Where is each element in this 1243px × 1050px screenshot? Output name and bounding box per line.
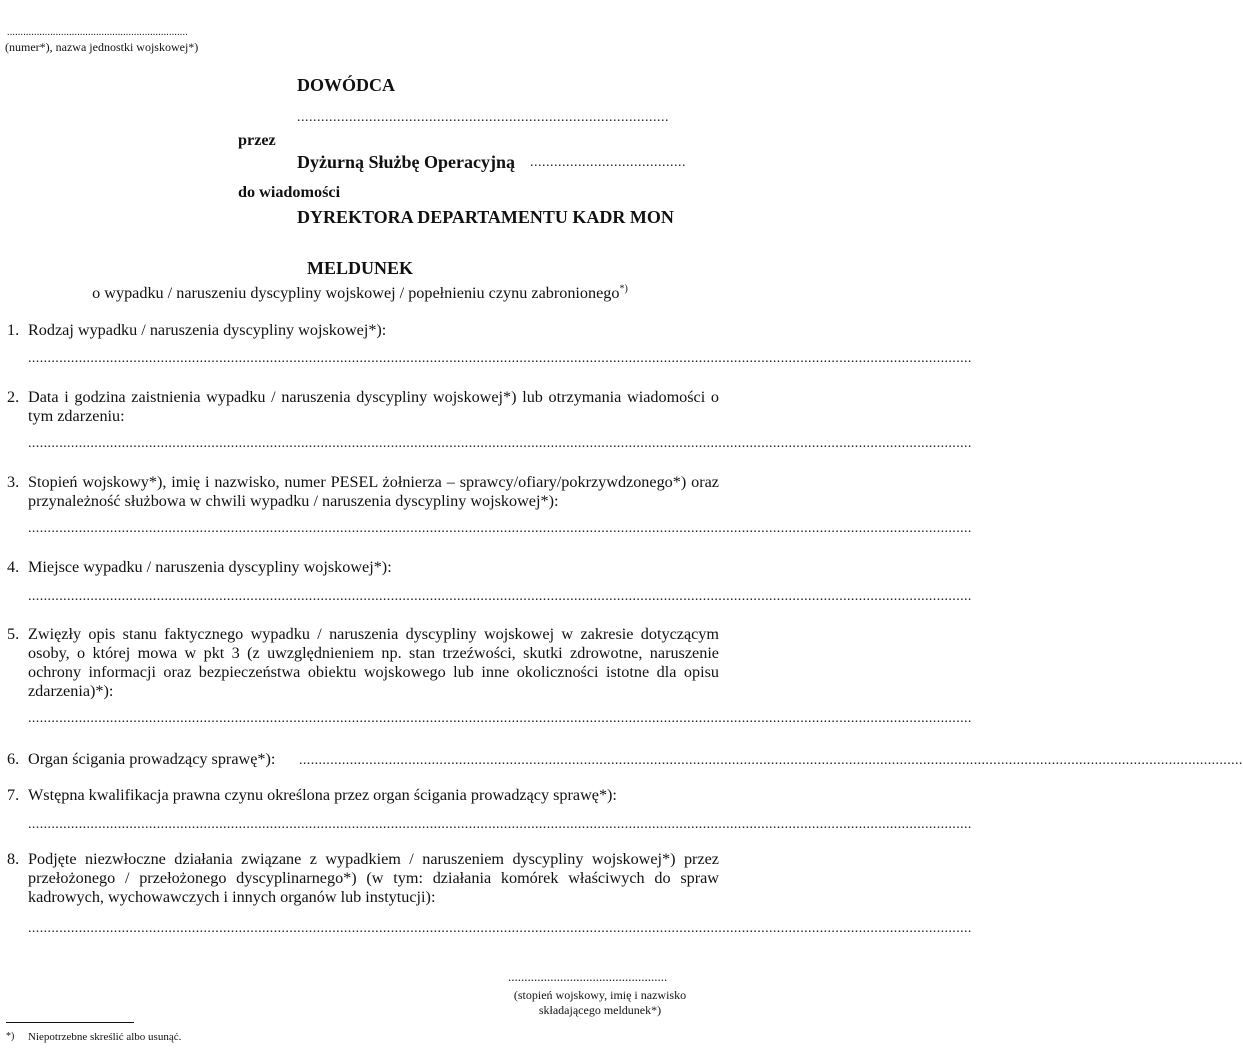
item-4-answer-line[interactable]: ..................................................................................................................................................................................................................................................: [28, 589, 972, 604]
item-3-answer-line[interactable]: ..................................................................................................................................................................................................................................................: [28, 521, 972, 536]
footnote-mark: *): [6, 1031, 15, 1042]
item-text: Rodzaj wypadku / naruszenia dyscypliny wojskowej*):: [28, 321, 387, 339]
report-subtitle-text: o wypadku / naruszeniu dyscypliny wojskowej / popełnieniu czynu zabronionego: [92, 284, 620, 302]
item-number: 1.: [7, 321, 20, 339]
signature-dotted-line[interactable]: .................................................: [508, 969, 668, 984]
item-1: [7, 321, 719, 340]
commander-dotted-line: .............................................................................................: [297, 110, 669, 125]
unit-caption: (numer*), nazwa jednostki wojskowej*): [5, 40, 199, 54]
item-1-answer-line[interactable]: ..................................................................................................................................................................................................................................................: [28, 351, 972, 366]
duty-dotted-line: .......................................: [530, 155, 686, 170]
report-subtitle: [0, 284, 720, 303]
signature-caption-line2: składającego meldunek*): [538, 1003, 662, 1017]
item-number: 5.: [7, 625, 20, 643]
item-number: 7.: [7, 786, 20, 804]
item-number: 6.: [7, 750, 20, 768]
director-heading: DYREKTORA DEPARTAMENTU KADR MON: [297, 207, 674, 227]
item-6-answer-line[interactable]: ..................................................................................................................................................................................................................................................: [299, 753, 1243, 768]
item-2: [7, 388, 719, 426]
item-2-answer-line[interactable]: ..................................................................................................................................................................................................................................................: [28, 436, 972, 451]
report-subtitle-mark: *): [619, 283, 628, 295]
item-number: 8.: [7, 850, 20, 868]
item-number: 3.: [7, 473, 20, 491]
item-text: Wstępna kwalifikacja prawna czynu określona przez organ ścigania prowadzący sprawę*):: [28, 786, 617, 804]
for-info-label: do wiadomości: [238, 183, 341, 201]
item-text: Organ ścigania prowadzący sprawę*):: [28, 750, 276, 768]
item-5-answer-line[interactable]: ..................................................................................................................................................................................................................................................: [28, 711, 972, 726]
item-text: Zwięzły opis stanu faktycznego wypadku / naruszenia dyscypliny wojskowej w zakresie dotyczącym osoby, o której mowa w pkt 3 (z uwzględnieniem np. stan trzeźwości, skutki zdrowotne, naruszenie ochrony informacji oraz bezpieczeństwa obiektu wojskowego lub inne okoliczności istotne dla opisu zdarzenia)*):: [28, 625, 719, 700]
item-number: 2.: [7, 388, 20, 406]
item-7: [7, 786, 719, 805]
footnote-text: Niepotrzebne skreślić albo usunąć.: [28, 1031, 182, 1043]
unit-dotted-line: ...................................................................: [7, 27, 188, 38]
duty-service: Dyżurną Służbę Operacyjną: [297, 152, 515, 172]
item-text: Miejsce wypadku / naruszenia dyscypliny wojskowej*):: [28, 558, 392, 576]
item-text: Stopień wojskowy*), imię i nazwisko, numer PESEL żołnierza – sprawcy/ofiary/pokrzywdzonego*) oraz przynależność służbowa w chwili wypadku / naruszenia dyscypliny wojskowej*):: [28, 473, 719, 510]
item-8-answer-line[interactable]: ..................................................................................................................................................................................................................................................: [28, 921, 972, 936]
report-title: MELDUNEK: [306, 258, 413, 278]
footnote-divider: [6, 1022, 134, 1023]
item-3: [7, 473, 719, 511]
item-text: Data i godzina zaistnienia wypadku / naruszenia dyscypliny wojskowej*) lub otrzymania wiadomości o tym zdarzeniu:: [28, 388, 719, 425]
item-4: [7, 558, 719, 577]
item-7-answer-line[interactable]: ..................................................................................................................................................................................................................................................: [28, 817, 972, 832]
item-number: 4.: [7, 558, 20, 576]
item-text: Podjęte niezwłoczne działania związane z wypadkiem / naruszeniem dyscypliny wojskowej*) przez przełożonego / przełożonego dyscyplinarnego*) (w tym: działania komórek właściwych do spraw kadrowych, wychowawczych i innych organów lub instytucji):: [28, 850, 719, 906]
item-5: [7, 625, 719, 701]
commander-heading: DOWÓDCA: [297, 75, 395, 95]
item-8: [7, 850, 719, 907]
signature-caption-line1: (stopień wojskowy, imię i nazwisko: [513, 988, 687, 1002]
via-label: przez: [238, 131, 276, 149]
